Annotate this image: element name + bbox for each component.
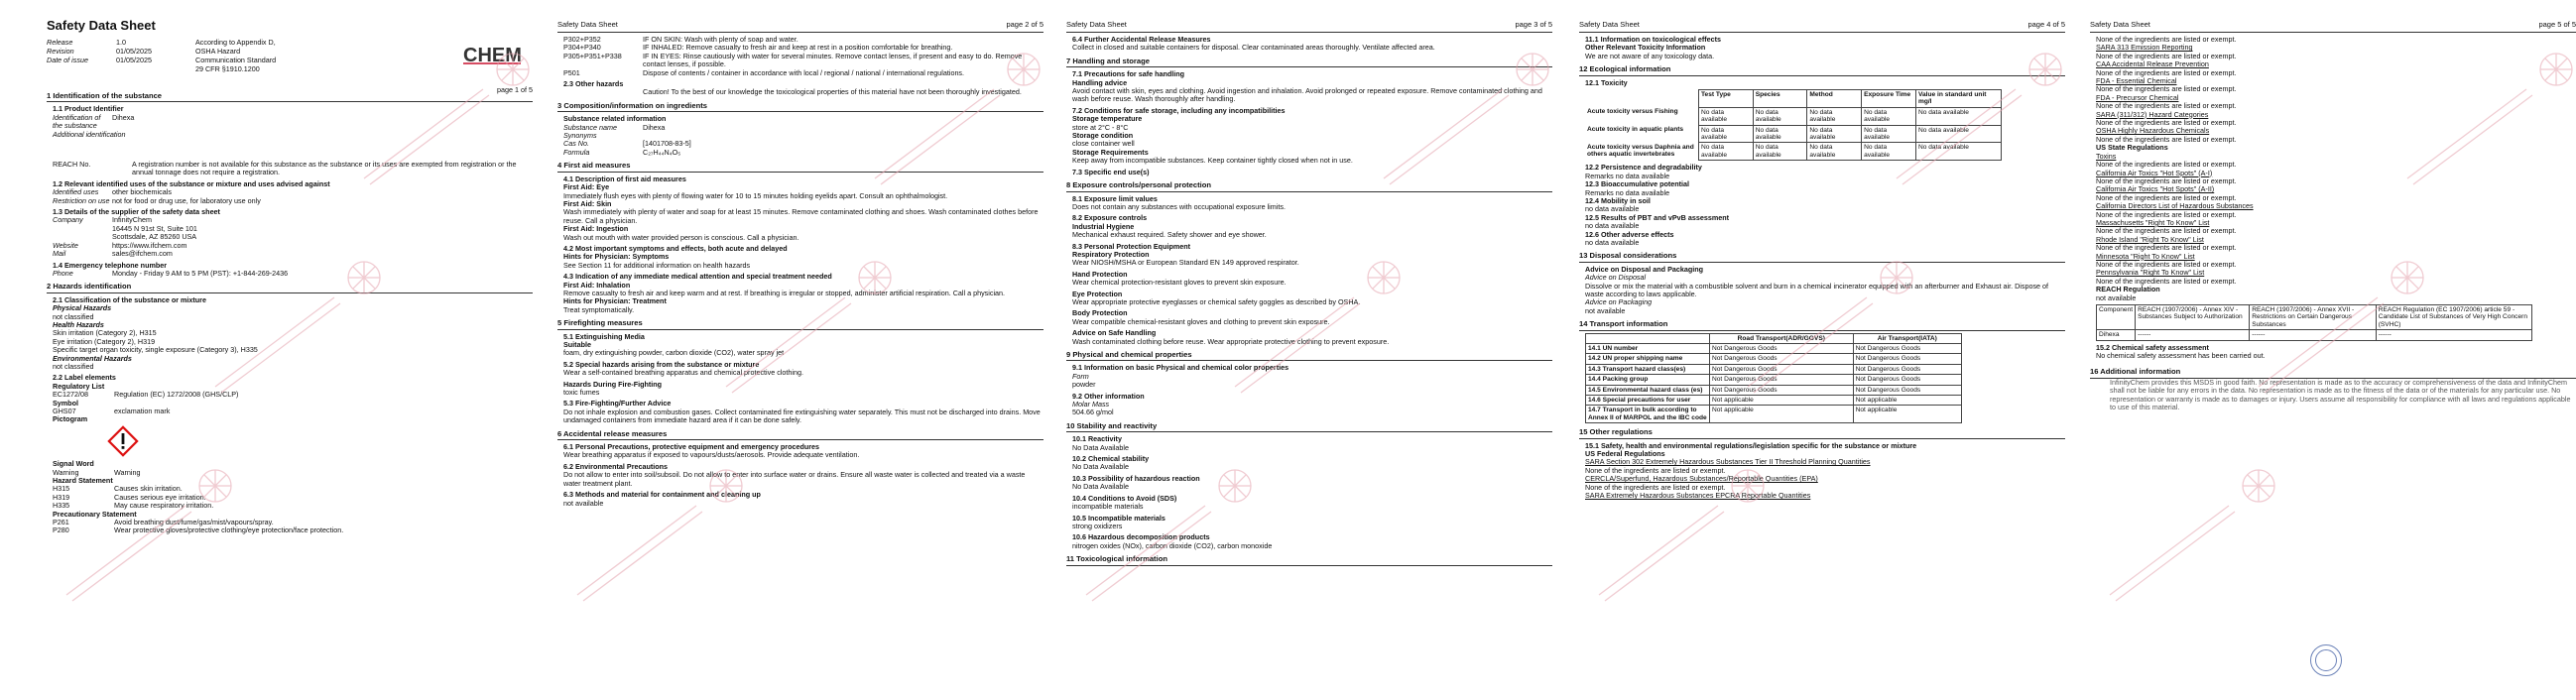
column-header: Test Type bbox=[1699, 90, 1754, 108]
section-10-2-heading: 10.2 Chemical stability bbox=[1072, 454, 1150, 464]
advice-on-packaging-label: Advice on Packaging bbox=[1585, 297, 1653, 307]
section-10-4-heading: 10.4 Conditions to Avoid (SDS) bbox=[1072, 493, 1177, 503]
toxicity-table bbox=[1585, 89, 2002, 161]
table-row: 14.4 Packing group Not Dangerous Goods Not Dangerous Goods bbox=[1586, 375, 1962, 385]
precautionary-code-row: P304+P340 IF INHALED: Remove casualty to fresh air and keep at rest in a position comfortable for breathing. bbox=[563, 43, 953, 53]
eco-item-text: no data available bbox=[1585, 237, 1640, 247]
regulation-status: None of the ingredients are listed or exempt. bbox=[1585, 482, 1726, 492]
section-4-heading: 4 First aid measures bbox=[557, 162, 1043, 172]
section-1-heading: 1 Identification of the substance bbox=[47, 92, 533, 102]
page-number: page 3 of 5 bbox=[1515, 20, 1552, 29]
hints-symptoms-heading: Hints for Physician: Symptoms bbox=[563, 252, 670, 262]
sds-page-3 bbox=[1066, 18, 1552, 684]
meta-row: Date of issue 01/05/2025 Communication Standard bbox=[47, 56, 277, 64]
section-2-heading: 2 Hazards identification bbox=[47, 283, 533, 292]
section-13-heading: 13 Disposal considerations bbox=[1579, 252, 2065, 262]
special-hazards-text: Wear a self-contained breathing apparatus and chemical protective clothing. bbox=[563, 368, 803, 378]
hazard-statement-heading: Hazard Statement bbox=[53, 476, 113, 486]
regulation-title: SARA 313 Emission Reporting bbox=[2096, 43, 2193, 53]
personal-precautions-text: Wear breathing apparatus if exposed to vapours/dusts/aerosols. Provide adequate ventilation. bbox=[563, 450, 860, 460]
section-10-6-heading: 10.6 Hazardous decomposition products bbox=[1072, 532, 1210, 542]
regulation-status: None of the ingredients are listed or exempt. bbox=[2096, 175, 2237, 185]
substance-info-heading: Substance related information bbox=[563, 114, 667, 124]
eco-item-text: no data available bbox=[1585, 221, 1640, 231]
additional-identification-label: Additional identification bbox=[53, 129, 126, 139]
first-aid-skin-heading: First Aid: Skin bbox=[563, 198, 612, 208]
first-aid-eye-text: Immediately flush eyes with plenty of flowing water for 10 to 15 minutes holding eyelids apart. Consult an ophthalmologist. bbox=[563, 190, 948, 200]
section-6-3-heading: 6.3 Methods and material for containment and cleaning up bbox=[563, 490, 761, 500]
section-7-2-heading: 7.2 Conditions for safe storage, including any incompatibilities bbox=[1072, 105, 1286, 115]
storage-temperature-heading: Storage temperature bbox=[1072, 114, 1143, 124]
table-row: 14.6 Special precautions for user Not applicable Not applicable bbox=[1586, 396, 1962, 406]
eco-item-heading: 12.3 Bioaccumulative potential bbox=[1585, 179, 1690, 189]
website-link[interactable]: https://www.ifchem.com bbox=[112, 240, 187, 250]
regulation-title: FDA - Essential Chemical bbox=[2096, 76, 2177, 86]
suitable-heading: Suitable bbox=[563, 340, 591, 349]
exposure-limit-text: Does not contain any substances with occupational exposure limits. bbox=[1072, 201, 1286, 211]
hazard-statement-row: H315 Causes skin irritation. bbox=[53, 484, 183, 494]
section-7-heading: 7 Handling and storage bbox=[1066, 58, 1552, 67]
hazard-statement-row: H335 May cause respiratory irritation. bbox=[53, 501, 214, 511]
hazardous-reaction-text: No Data Available bbox=[1072, 482, 1130, 492]
regulation-title: SARA Extremely Hazardous Substances EPCRA Reportable Quantities bbox=[1585, 491, 1811, 501]
regulation-title: California Directors List of Hazardous Substances bbox=[2096, 201, 2254, 211]
meta-row: 29 CFR §1910.1200 bbox=[195, 64, 260, 73]
regulation-status: None of the ingredients are listed or exempt. bbox=[2096, 243, 2237, 253]
section-10-3-heading: 10.3 Possibility of hazardous reaction bbox=[1072, 473, 1200, 483]
regulation-status: None of the ingredients are listed or exempt. bbox=[2096, 51, 2237, 60]
page-3-content bbox=[1066, 36, 1552, 566]
regulation-status: None of the ingredients are listed or exempt. bbox=[2096, 67, 2237, 77]
section-5-1-heading: 5.1 Extinguishing Media bbox=[563, 331, 645, 341]
regulation-status: None of the ingredients are listed or exempt. bbox=[1585, 465, 1726, 475]
incompatible-materials-text: strong oxidizers bbox=[1072, 521, 1123, 530]
regulatory-row: EC1272/08 Regulation (EC) 1272/2008 (GHS/CLP) bbox=[53, 390, 239, 400]
address-line-1: 16445 N 91st St, Suite 101 bbox=[112, 223, 197, 233]
table-row: Acute toxicity versus Fishing No data available No data available No data available No data available No data available bbox=[1585, 107, 2002, 125]
first-aid-ingestion-text: Wash out mouth with water provided person is conscious. Call a physician. bbox=[563, 232, 799, 242]
section-6-4-heading: 6.4 Further Accidental Release Measures bbox=[1072, 35, 1211, 44]
handling-advice-text: Avoid contact with skin, eyes and clothing. Avoid ingestion and inhalation. Avoid prolonged or repeated exposure. Remove contaminated clothing and wash before reuse. Wash thoroughly after handling. bbox=[1072, 86, 1542, 104]
handling-advice-heading: Handling advice bbox=[1072, 77, 1128, 87]
document-title: Safety Data Sheet bbox=[47, 18, 156, 33]
hints-treatment-heading: Hints for Physician: Treatment bbox=[563, 296, 667, 306]
section-11-1-heading: 11.1 Information on toxicological effects bbox=[1585, 35, 1721, 44]
section-7-3-heading: 7.3 Specific end use(s) bbox=[1072, 167, 1150, 176]
table-row: 14.5 Environmental hazard class (es) Not Dangerous Goods Not Dangerous Goods bbox=[1586, 385, 1962, 395]
formula-row: Formula C₂₇H₄₄N₄O₅ bbox=[563, 147, 681, 157]
identification-row: Identification of the substance Dihexa bbox=[53, 112, 135, 131]
respiratory-protection-heading: Respiratory Protection bbox=[1072, 249, 1150, 259]
regulation-status: None of the ingredients are listed or exempt. bbox=[2096, 160, 2237, 170]
symbol-row: GHS07 exclamation mark bbox=[53, 407, 171, 415]
advice-on-disposal-text: Dissolve or mix the material with a combustible solvent and burn in a chemical incinerator equipped with an afterburner and Exhaust air. Dispose of waste according to laws applicable. bbox=[1585, 281, 2049, 298]
column-header: Air Transport(IATA) bbox=[1853, 333, 1961, 343]
section-7-1-heading: 7.1 Precautions for safe handling bbox=[1072, 69, 1185, 79]
regulation-status: not available bbox=[2096, 292, 2137, 302]
section-10-1-heading: 10.1 Reactivity bbox=[1072, 434, 1122, 444]
signal-word-heading: Signal Word bbox=[53, 459, 94, 469]
health-hazards-heading: Health Hazards bbox=[53, 319, 104, 329]
page-number: page 2 of 5 bbox=[1006, 20, 1043, 29]
eco-item-heading: 12.6 Other adverse effects bbox=[1585, 229, 1674, 239]
page-number: page 4 of 5 bbox=[2027, 20, 2065, 29]
regulation-title: California Air Toxics "Hot Spots" (A-I) bbox=[2096, 168, 2213, 177]
toxicity-table-header bbox=[1585, 90, 2002, 108]
transport-table bbox=[1585, 333, 1962, 424]
section-4-1-heading: 4.1 Description of first aid measures bbox=[563, 174, 686, 183]
section-1-3-heading: 1.3 Details of the supplier of the safety data sheet bbox=[53, 207, 220, 217]
section-2-3-heading: 2.3 Other hazards bbox=[563, 79, 624, 89]
us-federal-heading: US Federal Regulations bbox=[1585, 449, 1665, 459]
further-advice-text: Do not inhale explosion and combustion gases. Collect contaminated fire extinguishing water separately. This must not be discharged into drains. Move undamaged containers from immediate hazard area if it can be done safely. bbox=[563, 407, 1041, 425]
chemical-safety-text: No chemical safety assessment has been carried out. bbox=[2096, 351, 2266, 361]
section-6-heading: 6 Accidental release measures bbox=[557, 430, 1043, 440]
table-row: Dihexa ------ ------ ------ bbox=[2097, 330, 2532, 340]
regulation-status: None of the ingredients are listed or exempt. bbox=[2096, 192, 2237, 202]
regulation-title: OSHA Highly Hazardous Chemicals bbox=[2096, 126, 2210, 136]
regulation-group-heading: US State Regulations bbox=[2096, 143, 2168, 153]
advice-on-disposal-label: Advice on Disposal bbox=[1585, 273, 1647, 283]
advice-on-packaging-text: not available bbox=[1585, 305, 1626, 315]
section-10-heading: 10 Stability and reactivity bbox=[1066, 422, 1552, 432]
first-aid-inhalation-heading: First Aid: Inhalation bbox=[563, 280, 631, 290]
company-row: Company InfinityChem bbox=[53, 215, 152, 225]
body-protection-text: Wear compatible chemical-resistant gloves and clothing to prevent skin exposure. bbox=[1072, 316, 1330, 326]
column-header: Exposure Time bbox=[1862, 90, 1916, 108]
section-14-heading: 14 Transport information bbox=[1579, 320, 2065, 330]
column-header: Method bbox=[1807, 90, 1862, 108]
eco-item-heading: 12.4 Mobility in soil bbox=[1585, 195, 1651, 205]
column-header: Road Transport(ADR/GGVS) bbox=[1710, 333, 1854, 343]
reach-table-header: Component REACH (1907/2006) - Annex XIV - Substances Subject to Authorization REACH (1907/2006) - Annex XVII - Restrictions on Certain Dangerous Substances REACH Regulation (EC 1907/2006) article 59 - Candidate List of Substances of Very High Concern (SVHC) bbox=[2097, 305, 2532, 330]
sds-page-4 bbox=[1579, 18, 2065, 684]
regulation-status: None of the ingredients are listed or exempt. bbox=[2096, 118, 2237, 128]
regulation-title: Rhode Island "Right To Know" List bbox=[2096, 234, 2204, 244]
regulation-status: None of the ingredients are listed or exempt. bbox=[2096, 35, 2237, 44]
eco-item-heading: 12.5 Results of PBT and vPvB assessment bbox=[1585, 212, 1730, 222]
molar-mass-value: 504.66 g/mol bbox=[1072, 408, 1114, 417]
page-5-content bbox=[2090, 36, 2576, 411]
section-15-1-heading: 15.1 Safety, health and environmental regulations/legislation specific for the substance or mixture bbox=[1585, 440, 1917, 450]
environmental-precautions-text: Do not allow to enter into soil/subsoil. Do not allow to enter into surface water or drains. Ensure all waste water is collected and treated via a waste water treatment plant. bbox=[563, 470, 1026, 488]
header-title: Safety Data Sheet bbox=[557, 20, 618, 29]
regulation-title: Toxins bbox=[2096, 151, 2117, 161]
section-3-heading: 3 Composition/information on ingredients bbox=[557, 102, 1043, 112]
regulation-title: Minnesota "Right To Know" List bbox=[2096, 251, 2195, 261]
website-row: Website https://www.ifchem.com bbox=[47, 242, 533, 250]
health-hazard-item: Skin irritation (Category 2), H315 bbox=[53, 328, 157, 338]
hand-protection-heading: Hand Protection bbox=[1072, 269, 1128, 279]
precautionary-code-row: P302+P352 IF ON SKIN: Wash with plenty of soap and water. bbox=[563, 35, 798, 44]
regulation-title: SARA (311/312) Hazard Categories bbox=[2096, 109, 2209, 119]
table-row: 14.1 UN number Not Dangerous Goods Not Dangerous Goods bbox=[1586, 344, 1962, 354]
company-logo bbox=[461, 42, 525, 67]
suitable-text: foam, dry extinguishing powder, carbon dioxide (CO2), water spray jet bbox=[563, 348, 785, 358]
column-header: Value in standard unit mg/l bbox=[1915, 90, 2001, 108]
regulation-title: California Air Toxics "Hot Spots" (A-II) bbox=[2096, 184, 2215, 194]
reactivity-text: No Data Available bbox=[1072, 442, 1130, 452]
section-10-5-heading: 10.5 Incompatible materials bbox=[1072, 513, 1165, 523]
header-title: Safety Data Sheet bbox=[2090, 20, 2150, 29]
safe-handling-text: Wash contaminated clothing before reuse. Wear appropriate protective clothing to prevent exposure. bbox=[1072, 336, 1390, 346]
regulation-title: CAA Accidental Release Prevention bbox=[2096, 59, 2209, 69]
symbol-heading: Symbol bbox=[53, 398, 78, 408]
regulation-title: Pennsylvania "Right To Know" List bbox=[2096, 268, 2205, 278]
svg-text:CHEM: CHEM bbox=[463, 45, 522, 66]
substance-name-row: Substance name Dihexa bbox=[563, 122, 666, 132]
physical-hazards-value: not classified bbox=[53, 311, 94, 321]
storage-condition-text: close container well bbox=[1072, 139, 1135, 149]
precautionary-statement-row: P261 Avoid breathing dust/fume/gas/mist/vapours/spray. bbox=[53, 518, 274, 527]
eco-item-heading: 12.2 Persistence and degradability bbox=[1585, 163, 1702, 173]
further-release-text: Collect in closed and suitable containers for disposal. Clear contaminated areas thoroughly. Ventilate affected area. bbox=[1072, 43, 1435, 53]
fire-fighting-hazards-heading: Hazards During Fire-Fighting bbox=[563, 379, 663, 389]
transport-table-header bbox=[1586, 333, 1962, 343]
section-1-1-heading: 1.1 Product Identifier bbox=[53, 104, 124, 114]
section-5-2-heading: 5.2 Special hazards arising from the substance or mixture bbox=[563, 359, 760, 369]
storage-temperature-text: store at 2°C - 8°C bbox=[1072, 122, 1129, 132]
containment-text: not available bbox=[563, 498, 604, 508]
precautionary-statement-heading: Precautionary Statement bbox=[53, 509, 137, 519]
page-header bbox=[2090, 18, 2576, 33]
industrial-hygiene-text: Mechanical exhaust required. Safety shower and eye shower. bbox=[1072, 230, 1267, 240]
seal-stamp bbox=[2310, 644, 2342, 676]
section-8-heading: 8 Exposure controls/personal protection bbox=[1066, 181, 1552, 191]
page-4-content bbox=[1579, 36, 2065, 501]
signal-word-row: Warning Warning bbox=[53, 467, 141, 477]
storage-requirements-text: Keep away from incompatible substances. Keep container tightly closed when not in use. bbox=[1072, 156, 1353, 166]
regulation-title: FDA - Precursor Chemical bbox=[2096, 92, 2179, 102]
section-4-2-heading: 4.2 Most important symptoms and effects, both acute and delayed bbox=[563, 243, 788, 253]
sds-page-2 bbox=[557, 18, 1043, 684]
page-number: page 5 of 5 bbox=[2538, 20, 2576, 29]
precautionary-statement-row: P280 Wear protective gloves/protective clothing/eye protection/face protection. bbox=[53, 525, 344, 535]
section-8-1-heading: 8.1 Exposure limit values bbox=[1072, 193, 1158, 203]
regulation-status: None of the ingredients are listed or exempt. bbox=[2096, 134, 2237, 144]
chemical-stability-text: No Data Available bbox=[1072, 462, 1130, 472]
section-1-4-heading: 1.4 Emergency telephone number bbox=[53, 260, 168, 270]
table-row: Acute toxicity in aquatic plants No data available No data available No data available No data available No data available bbox=[1585, 125, 2002, 143]
first-aid-skin-text: Wash immediately with plenty of water and soap for at least 15 minutes. Remove contaminated clothing and shoes. Wash contaminated clothes before reuse. Call a physician. bbox=[563, 207, 1039, 225]
section-4-3-heading: 4.3 Indication of any immediate medical attention and special treatment needed bbox=[563, 272, 832, 282]
section-2-1-heading: 2.1 Classification of the substance or mixture bbox=[53, 294, 206, 304]
conditions-to-avoid-text: incompatible materials bbox=[1072, 502, 1144, 512]
regulation-status: None of the ingredients are listed or exempt. bbox=[2096, 84, 2237, 94]
section-9-heading: 9 Physical and chemical properties bbox=[1066, 351, 1552, 361]
environmental-hazards-heading: Environmental Hazards bbox=[53, 353, 132, 363]
regulatory-list-heading: Regulatory List bbox=[53, 381, 105, 391]
hand-protection-text: Wear chemical protection-resistant gloves to prevent skin exposure. bbox=[1072, 278, 1287, 288]
pictogram-heading: Pictogram bbox=[53, 414, 88, 424]
storage-requirements-heading: Storage Requirements bbox=[1072, 147, 1149, 157]
physical-hazards-heading: Physical Hazards bbox=[53, 303, 112, 313]
page-1-content bbox=[47, 92, 533, 535]
fire-fighting-hazards-text: toxic fumes bbox=[563, 388, 600, 398]
header-title: Safety Data Sheet bbox=[1579, 20, 1640, 29]
section-9-2-heading: 9.2 Other information bbox=[1072, 391, 1145, 401]
table-row: 14.7 Transport in bulk according to Annex II of MARPOL and the IBC code Not applicable Not applicable bbox=[1586, 406, 1962, 423]
other-toxicity-text: We are not aware of any toxicology data. bbox=[1585, 51, 1715, 60]
section-12-heading: 12 Ecological information bbox=[1579, 65, 2065, 75]
page-number: page 1 of 5 bbox=[497, 85, 533, 94]
page-header bbox=[1066, 18, 1552, 33]
precautionary-code-row: P501 Dispose of contents / container in accordance with local / regional / national / international regulations. bbox=[563, 67, 965, 77]
section-1-2-heading: 1.2 Relevant identified uses of the substance or mixture and uses advised against bbox=[53, 178, 330, 188]
health-hazard-item: Specific target organ toxicity, single exposure (Category 3), H335 bbox=[53, 345, 258, 355]
hints-symptoms-text: See Section 11 for additional information on health hazards bbox=[563, 260, 751, 270]
section-2-2-heading: 2.2 Label elements bbox=[53, 373, 116, 383]
regulation-status: None of the ingredients are listed or exempt. bbox=[2096, 259, 2237, 269]
mail-row: Mail sales@ifchem.com bbox=[47, 250, 533, 258]
section-5-3-heading: 5.3 Fire-Fighting/Further Advice bbox=[563, 399, 672, 408]
other-hazards-text: Caution! To the best of our knowledge the toxicological properties of this material have not been thoroughly investigated. bbox=[643, 87, 1022, 97]
release-meta bbox=[47, 38, 533, 73]
uses-row: Identified uses other biochemicals bbox=[53, 187, 172, 197]
section-8-3-heading: 8.3 Personal Protection Equipment bbox=[1072, 241, 1191, 251]
decomposition-products-text: nitrogen oxides (NOx), carbon dioxide (CO2), carbon monoxide bbox=[1072, 540, 1273, 550]
precautionary-code-row: P305+P351+P338 IF IN EYES: Rinse cautiously with water for several minutes. Remove contact lenses, if present and easy to do. Remove contact lenses, if possible. bbox=[563, 51, 1023, 69]
address-line-2: Scottsdale, AZ 85260 USA bbox=[112, 232, 197, 242]
additional-info-text: InfinityChem provides this MSDS in good faith. No representation is made as to the accuracy or comprehensiveness of the data and InfinityChem shall not be liable for any errors in the data. No representation is made as to the fitness of the data or of the materials for any particular use. No representation or warranty is made as to damages or injury. Users assume all responsibility for compliance with all laws and regulations applicable to use of this material. bbox=[2110, 377, 2571, 412]
hazard-statement-row: H319 Causes serious eye irritation. bbox=[53, 492, 206, 502]
form-label: Form bbox=[1072, 371, 1089, 381]
meta-row: Revision 01/05/2025 OSHA Hazard bbox=[47, 47, 241, 56]
molar-mass-label: Molar Mass bbox=[1072, 400, 1110, 409]
regulation-status: None of the ingredients are listed or exempt. bbox=[2096, 101, 2237, 111]
cas-row: Cas No. [1401708-83-5] bbox=[563, 139, 691, 149]
exclamation-pictogram-icon bbox=[106, 424, 140, 458]
environmental-hazards-value: not classified bbox=[53, 361, 94, 371]
eco-item-text: Remarks no data available bbox=[1585, 171, 1670, 180]
mail-link[interactable]: sales@ifchem.com bbox=[112, 249, 173, 259]
safe-handling-heading: Advice on Safe Handling bbox=[1072, 328, 1157, 338]
eco-item-text: Remarks no data available bbox=[1585, 187, 1670, 197]
health-hazard-item: Eye irritation (Category 2), H319 bbox=[53, 336, 156, 346]
other-toxicity-heading: Other Relevant Toxicity Information bbox=[1585, 43, 1706, 53]
page-2-content bbox=[557, 36, 1043, 508]
first-aid-inhalation-text: Remove casualty to fresh air and keep warm and at rest. If breathing is irregular or stopped, administer artificial respiration. Call a physician. bbox=[563, 288, 1006, 297]
eye-protection-text: Wear appropriate protective eyeglasses or chemical safety goggles as described by OSHA. bbox=[1072, 296, 1361, 306]
table-row: 14.2 UN proper shipping name Not Dangerous Goods Not Dangerous Goods bbox=[1586, 354, 1962, 364]
respiratory-protection-text: Wear NIOSH/MSHA or European Standard EN 149 approved respirator. bbox=[1072, 258, 1299, 268]
table-row: Acute toxicity versus Daphnia and others aquatic invertebrates No data available No data available No data available No data available No data available bbox=[1585, 143, 2002, 161]
hints-treatment-text: Treat symptomatically. bbox=[563, 304, 635, 314]
synonyms-row: Synonyms bbox=[563, 131, 597, 141]
section-8-2-heading: 8.2 Exposure controls bbox=[1072, 213, 1148, 223]
reach-row: REACH No. A registration number is not available for this substance as the substance or its uses are exempted from registration or the annual tonnage does not require a registration. bbox=[53, 160, 517, 177]
storage-condition-heading: Storage condition bbox=[1072, 131, 1134, 141]
restriction-row: Restriction on use not for food or drug use, for laboratory use only bbox=[53, 195, 261, 205]
reach-table bbox=[2096, 304, 2532, 341]
eye-protection-heading: Eye Protection bbox=[1072, 289, 1123, 298]
regulation-title: SARA Section 302 Extremely Hazardous Substances Tier II Threshold Planning Quantities bbox=[1585, 457, 1871, 467]
first-aid-ingestion-heading: First Aid: Ingestion bbox=[563, 224, 629, 234]
form-value: powder bbox=[1072, 380, 1096, 390]
section-11-heading: 11 Toxicological information bbox=[1066, 555, 1552, 565]
eco-item-text: no data available bbox=[1585, 204, 1640, 214]
regulation-list bbox=[2090, 36, 2576, 302]
first-aid-eye-heading: First Aid: Eye bbox=[563, 182, 610, 192]
section-5-heading: 5 Firefighting measures bbox=[557, 319, 1043, 329]
header-title: Safety Data Sheet bbox=[1066, 20, 1127, 29]
page-header bbox=[1579, 18, 2065, 33]
section-12-1-heading: 12.1 Toxicity bbox=[1585, 77, 1628, 87]
section-16-heading: 16 Additional information bbox=[2090, 368, 2576, 378]
section-6-1-heading: 6.1 Personal Precautions, protective equipment and emergency procedures bbox=[563, 442, 820, 452]
page-header bbox=[557, 18, 1043, 33]
regulation-title: CERCLA/Superfund, Hazardous Substances/Reportable Quantities (EPA) bbox=[1585, 474, 1818, 484]
body-protection-heading: Body Protection bbox=[1072, 308, 1128, 318]
regulation-status: None of the ingredients are listed or exempt. bbox=[2096, 209, 2237, 219]
regulation-status: None of the ingredients are listed or exempt. bbox=[2096, 276, 2237, 286]
column-header: Species bbox=[1753, 90, 1807, 108]
sds-page-1 bbox=[47, 18, 533, 684]
regulation-title: Massachusetts "Right To Know" List bbox=[2096, 217, 2210, 227]
meta-row: Release 1.0 According to Appendix D, bbox=[47, 38, 276, 47]
table-row: 14.3 Transport hazard class(es) Not Dangerous Goods Not Dangerous Goods bbox=[1586, 364, 1962, 374]
section-9-1-heading: 9.1 Information on basic Physical and chemical color properties bbox=[1072, 363, 1289, 373]
phone-row: Phone Monday - Friday 9 AM to 5 PM (PST): +1-844-269-2436 bbox=[53, 268, 289, 278]
sds-page-5 bbox=[2090, 18, 2576, 684]
disposal-advice-heading: Advice on Disposal and Packaging bbox=[1585, 264, 1704, 274]
section-15-heading: 15 Other regulations bbox=[1579, 428, 2065, 438]
industrial-hygiene-heading: Industrial Hygiene bbox=[1072, 221, 1135, 231]
section-15-2-heading: 15.2 Chemical safety assessment bbox=[2096, 342, 2209, 352]
regulation-status: None of the ingredients are listed or exempt. bbox=[2096, 226, 2237, 236]
regulation-group-heading: REACH Regulation bbox=[2096, 285, 2160, 294]
section-6-2-heading: 6.2 Environmental Precautions bbox=[563, 461, 669, 471]
